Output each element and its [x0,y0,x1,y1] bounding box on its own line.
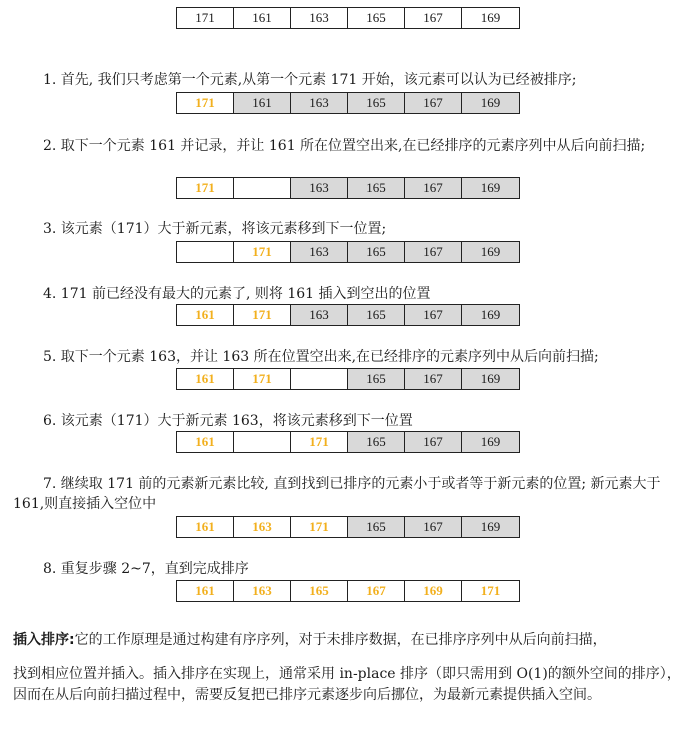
array-row-4 [176,304,520,326]
array-cell: 171 [177,8,234,28]
array-cell: 161 [177,517,234,537]
array-cell: 163 [234,517,291,537]
array-cell: 165 [348,8,405,28]
array-cell: 167 [405,305,462,325]
array-cell: 161 [177,581,234,601]
array-row-8 [176,580,520,602]
summary-text1: 它的工作原理是通过构建有序序列，对于未排序数据，在已排序序列中从后向前扫描， [74,632,607,648]
array-cell: 167 [405,8,462,28]
array-cell: 169 [462,93,519,113]
array-cell: 171 [480,583,501,598]
array-cell: 163 [291,93,348,113]
array-cell: 169 [462,242,519,262]
array-cell: 165 [291,581,348,601]
array-cell: 165 [348,517,405,537]
array-cell: 163 [291,8,348,28]
array-row-7 [176,516,520,538]
step-text-3: 3. 该元素（171）大于新元素，将该元素移到下一位置; [43,221,387,237]
array-row-5 [176,368,520,390]
array-cell: 171 [234,305,291,325]
array-cell: 165 [348,178,405,198]
array-cell: 169 [462,305,519,325]
array-cell: 163 [234,581,291,601]
array-cell [177,242,234,262]
step-text-8: 8. 重复步骤 2~7，直到完成排序 [43,561,249,577]
array-cell: 171 [234,369,291,389]
array-cell: 171 [234,242,291,262]
array-cell: 163 [291,178,348,198]
array-cell: 167 [405,517,462,537]
array-cell: 169 [480,10,501,25]
array-cell: 167 [348,581,405,601]
array-cell: 161 [177,432,234,452]
summary-line1 [13,630,689,651]
array-cell [234,178,291,198]
array-cell: 169 [462,517,519,537]
array-cell: 169 [462,369,519,389]
array-cell: 171 [177,93,234,113]
step-text-6: 6. 该元素（171）大于新元素 163，将该元素移到下一位置 [43,413,413,429]
summary-line2: 找到相应位置并插入。插入排序在实现上，通常采用 in-place 排序（即只需用到 O(1)的额外空间的排序），因而在从后向前扫描过程中，需要反复把已排序元素逐步向后挪位，为最新元素提供插入空间。 [13,666,681,703]
array-cell: 161 [234,8,291,28]
array-cell: 163 [291,305,348,325]
array-row-2 [176,177,520,199]
array-cell [234,432,291,452]
array-row-0 [176,7,520,29]
array-cell: 167 [405,93,462,113]
step-text-5: 5. 取下一个元素 163，并让 163 所在位置空出来,在已经排序的元素序列中从后向前扫描; [43,349,599,365]
step-text-1: 1. 首先, 我们只考虑第一个元素,从第一个元素 171 开始，该元素可以认为已经被排序; [43,72,577,88]
array-cell: 165 [348,432,405,452]
array-cell: 165 [348,242,405,262]
array-cell: 169 [405,581,462,601]
array-cell: 161 [234,93,291,113]
array-cell: 161 [177,305,234,325]
array-cell: 167 [405,432,462,452]
array-cell: 165 [348,93,405,113]
array-cell: 161 [177,369,234,389]
array-cell: 169 [462,178,519,198]
step-text-4: 4. 171 前已经没有最大的元素了, 则将 161 插入到空出的位置 [43,286,431,302]
array-cell [291,369,348,389]
array-cell: 171 [291,432,348,452]
array-cell: 167 [405,369,462,389]
array-row-6 [176,431,520,453]
summary-title: 插入排序: [13,632,75,648]
array-cell: 163 [291,242,348,262]
array-cell: 169 [462,432,519,452]
array-cell: 165 [348,305,405,325]
array-row-1 [176,92,520,114]
array-cell: 167 [405,178,462,198]
step-text-2: 2. 取下一个元素 161 并记录，并让 161 所在位置空出来,在已经排序的元素序列中从后向前扫描; [43,138,646,154]
array-cell: 171 [177,178,234,198]
array-cell: 165 [348,369,405,389]
array-cell: 167 [405,242,462,262]
step-text-7: 7. 继续取 171 前的元素新元素比较, 直到找到已排序的元素小于或者等于新元素的位置; 新元素大于 161,则直接插入空位中 [13,476,661,512]
array-cell: 171 [291,517,348,537]
array-row-3 [176,241,520,263]
